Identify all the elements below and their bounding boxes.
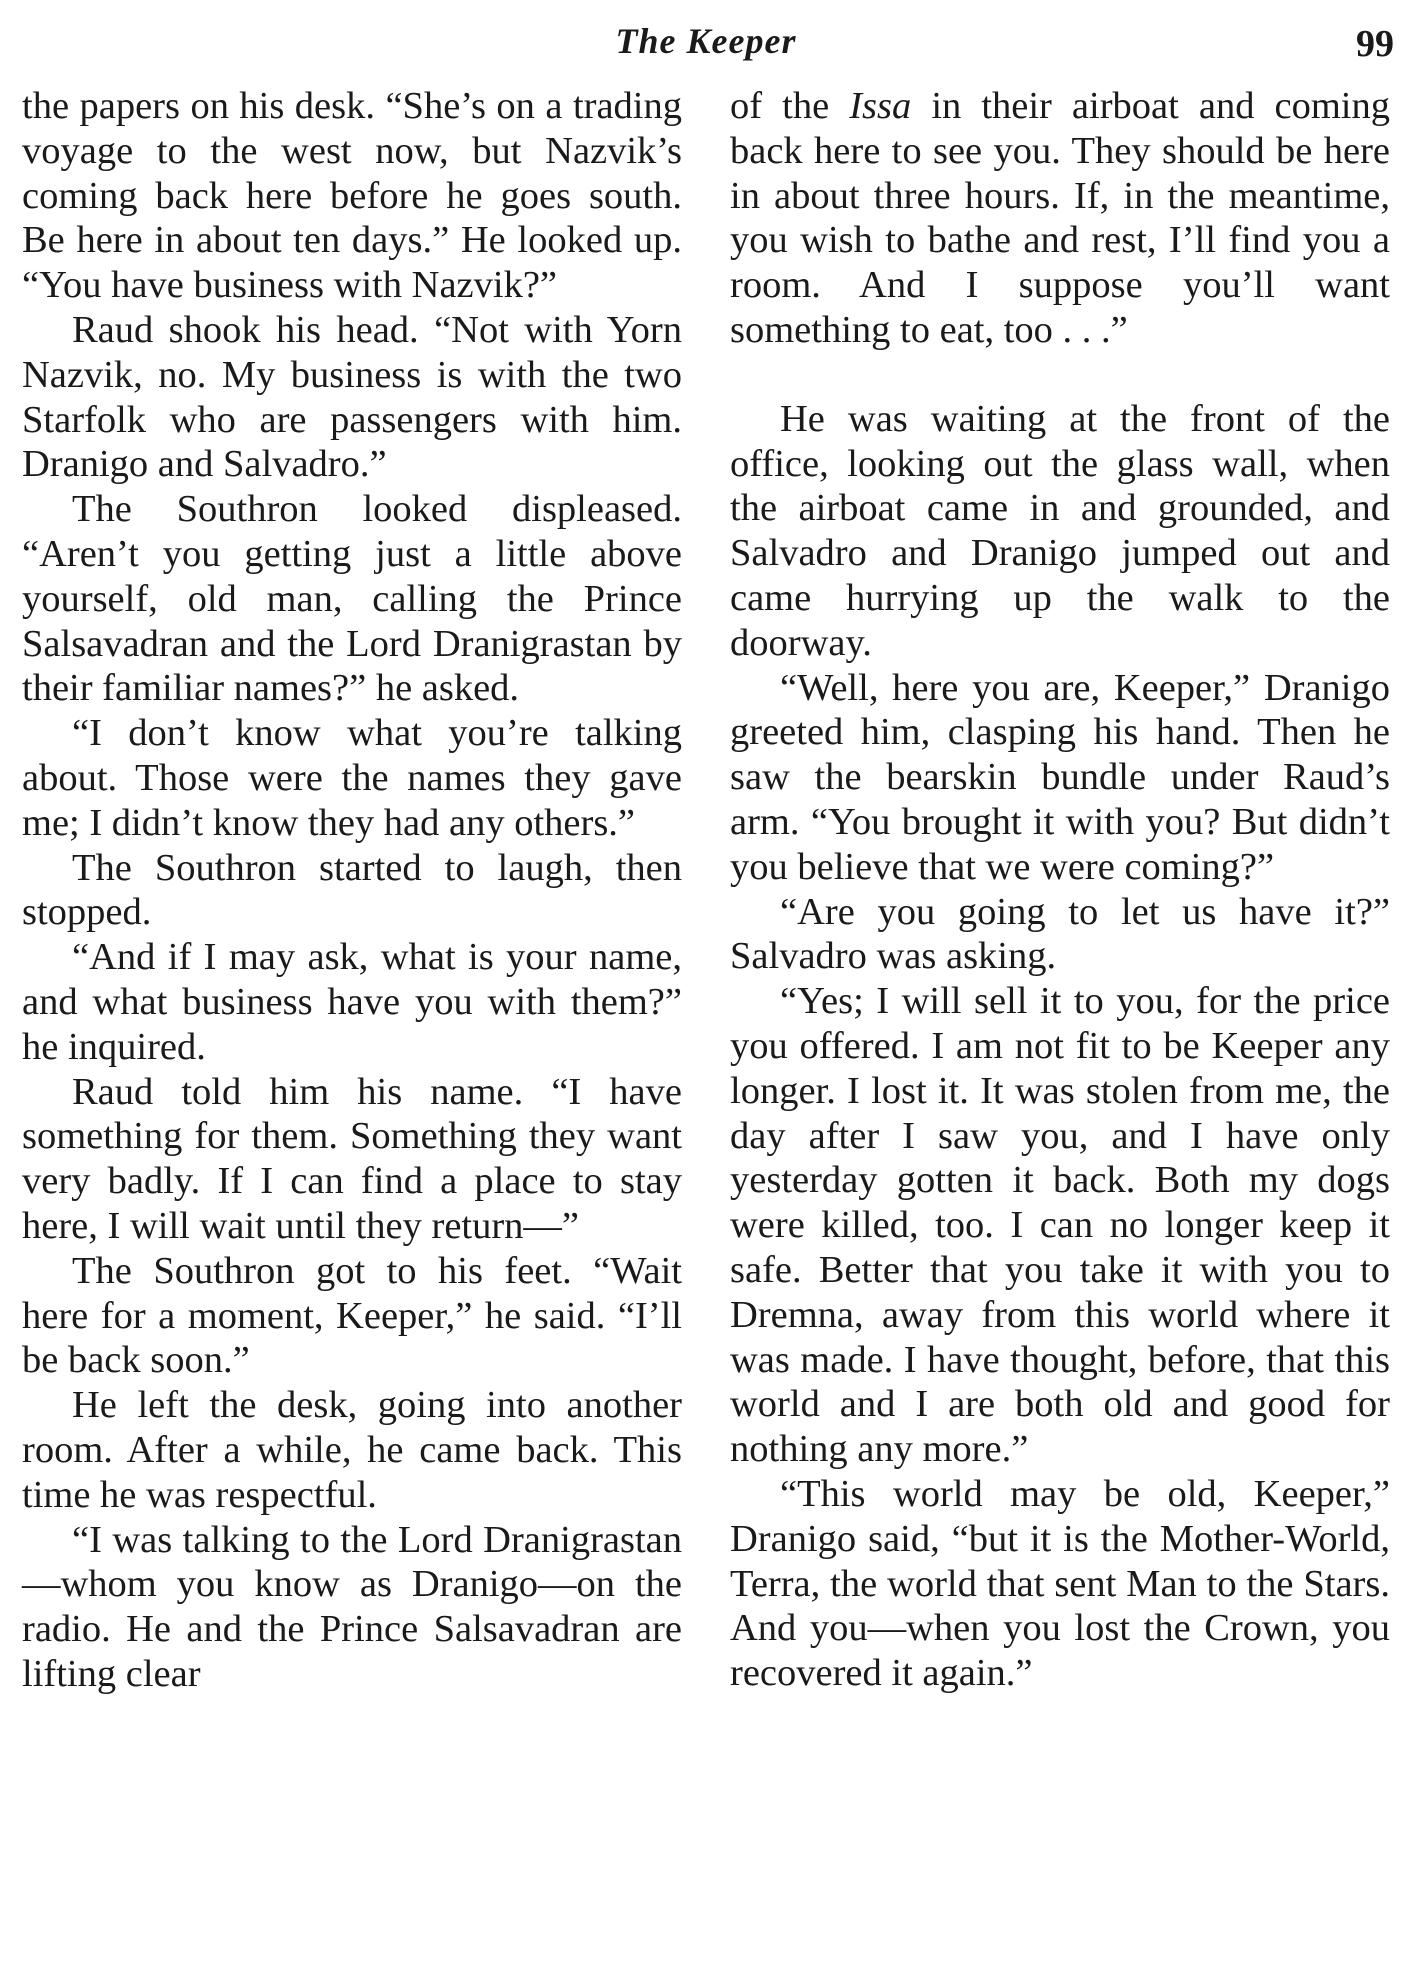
right-column xyxy=(730,84,1390,1696)
paragraph: He was waiting at the front of the office, looking out the glass wall, when the airboat came in and grounded, and Salvadro and Dranigo jumped out and came hurrying up the walk to the doorway. xyxy=(730,397,1390,664)
paragraph: “I don’t know what you’re talking about. Those were the names they gave me; I didn’t know they had any others.” xyxy=(22,712,682,844)
paragraph: “Yes; I will sell it to you, for the price you offered. I am not fit to be Keeper any longer. I lost it. It was stolen from me, the day after I saw you, and I have only yesterday gotten it back. Both my dogs were killed, too. I can no longer keep it safe. Better that you take it with you to Dremna, away from this world where it was made. I have thought, before, that this world and I are both old and good for nothing any more.” xyxy=(730,980,1390,1471)
paragraph: The Southron started to laugh, then stopped. xyxy=(22,846,682,934)
paragraph: Raud shook his head. “Not with Yorn Nazvik, no. My business is with the two Starfolk who are passengers with him. Dranigo and Salvadro.” xyxy=(22,308,682,486)
ship-name: Issa xyxy=(849,85,912,127)
paragraph: the papers on his desk. “She’s on a trading voyage to the west now, but Nazvik’s coming back here before he goes south. Be here in about ten days.” He looked up. “You have business with Nazvik?” xyxy=(22,85,682,307)
paragraph: of the Issa in their airboat and coming back here to see you. They should be here in about three hours. If, in the meantime, you wish to bathe and rest, I’ll find you a room. And I suppose you’ll want something to eat, too . . .” xyxy=(730,85,1390,351)
paragraph: Raud told him his name. “I have something for them. Something they want very badly. If I can find a place to stay here, I will wait until they return—” xyxy=(22,1070,682,1247)
paragraph: “Well, here you are, Keeper,” Dranigo greeted him, clasping his hand. Then he saw the bearskin bundle under Raud’s arm. “You brought it with you? But didn’t you believe that we were coming?” xyxy=(730,666,1390,888)
running-title: The Keeper xyxy=(615,21,797,61)
page-header xyxy=(0,20,1412,70)
left-column xyxy=(22,84,682,1697)
paragraph: “I was talking to the Lord Dranigrastan—whom you know as Dranigo—on the radio. He and the Prince Salsavadran are lifting clear xyxy=(22,1518,682,1695)
paragraph: He left the desk, going into another room. After a while, he came back. This time he was respectful. xyxy=(22,1384,682,1516)
paragraph: “This world may be old, Keeper,” Dranigo said, “but it is the Mother-World, Terra, the world that sent Man to the Stars. And you—when you lost the Crown, you recovered it again.” xyxy=(730,1472,1390,1695)
paragraph: “And if I may ask, what is your name, and what business have you with them?” he inquired. xyxy=(22,936,682,1068)
paragraph: The Southron got to his feet. “Wait here for a moment, Keeper,” he said. “I’ll be back soon.” xyxy=(22,1249,682,1382)
page-number: 99 xyxy=(1356,23,1394,65)
paragraph: “Are you going to let us have it?” Salvadro was asking. xyxy=(730,890,1390,978)
paragraph: The Southron looked displeased. “Aren’t you getting just a little above yourself, old man, calling the Prince Salsavadran and the Lord Dranigrastan by their familiar names?” he asked. xyxy=(22,488,682,710)
